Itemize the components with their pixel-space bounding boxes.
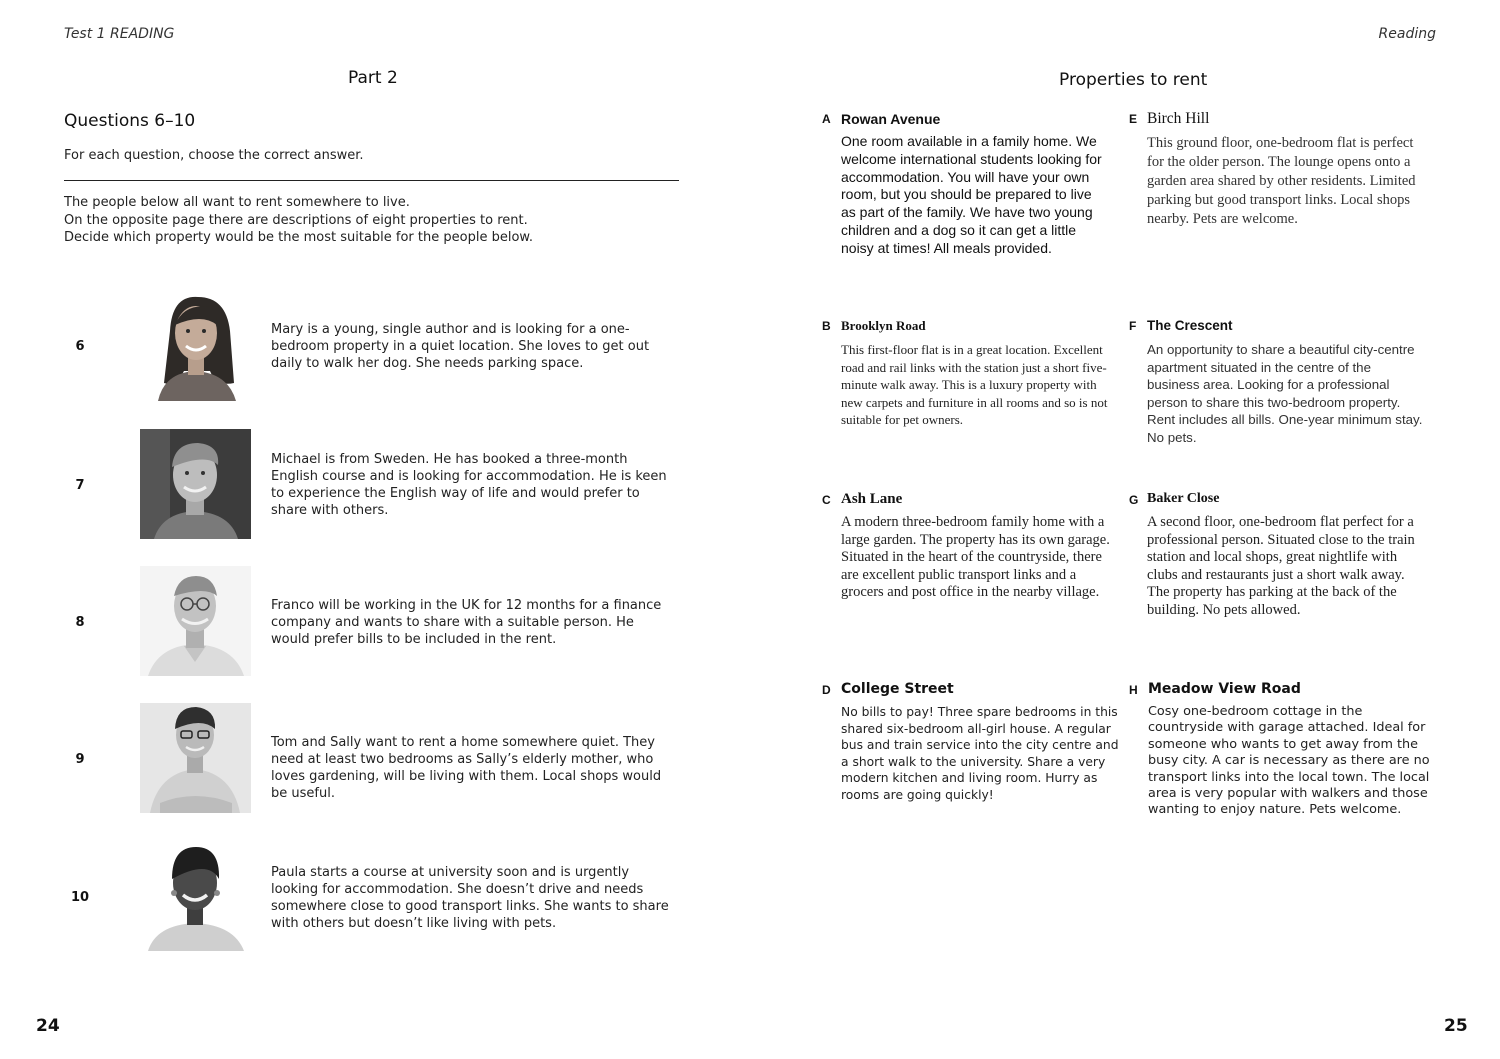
page-number-left: 24 [36,1016,60,1036]
young-man-arms-crossed-photo [140,703,251,813]
person-description: Mary is a young, single author and is looking for a one-bedroom property in a quiet location. She loves to get out daily to walk her dog. She needs parking space. [271,322,650,371]
property-title: The Crescent [1147,318,1233,333]
person-description: Michael is from Sweden. He has booked a three-month English course and is looking for accommodation. He is keen to experience the English way of life and would prefer to share with others. [271,452,667,518]
property-letter: A [822,112,831,126]
property-description: Cosy one-bedroom cottage in the countryside with garage attached. Ideal for someone who wants to get away from the busy city. A car is necessary as there are no transport links into the local town. The local area is very popular with walkers and those wanting to enjoy nature. Pets welcome. [1148,704,1430,818]
property-letter: D [822,683,831,697]
property-title: Ash Lane [841,491,903,507]
property-letter: B [822,319,831,333]
properties-title: Properties to rent [1059,70,1208,90]
woman-portrait-photo [140,291,251,401]
divider-rule [64,180,679,181]
property-title: Brooklyn Road [841,318,926,333]
man-with-glasses-portrait-photo [140,566,251,676]
intro-line: The people below all want to rent somewhere to live. [64,195,410,210]
person-description: Franco will be working in the UK for 12 months for a finance company and wants to share with a suitable person. He would prefer bills to be included in the rent. [271,598,662,647]
property-title: Birch Hill [1147,110,1210,127]
part-title: Part 2 [348,68,398,88]
questions-heading: Questions 6–10 [64,111,196,131]
running-head-right: Reading [1378,26,1436,42]
question-number: 6 [75,339,85,354]
young-man-portrait-photo [140,429,251,539]
intro-line: Decide which property would be the most suitable for the people below. [64,230,533,245]
person-description: Tom and Sally want to rent a home somewhere quiet. They need at least two bedrooms as Sally’s elderly mother, who loves gardening, will be living with them. Local shops would be useful. [271,735,662,801]
property-letter: G [1129,493,1139,507]
property-description: An opportunity to share a beautiful city-centre apartment situated in the centre of the business area. Looking for a professional person to share this two-bedroom property. Rent includes all bills. One-year minimum stay. No pets. [1147,342,1423,445]
question-number: 7 [75,478,85,493]
property-title: Baker Close [1147,491,1220,506]
property-description: One room available in a family home. We welcome international students looking for accommodation. You will have your own room, but you should be prepared to live as part of the family. We have two young children and a dog so it can get a little noisy at times! All meals provided. [841,133,1102,256]
intro-line: On the opposite page there are descriptions of eight properties to rent. [64,212,528,228]
running-head-left: Test 1 READING [64,26,175,42]
property-description: No bills to pay! Three spare bedrooms in this shared six-bedroom all-girl house. A regular bus and train service into the city centre and a short walk to the university. Share a very modern kitchen and living room. Hurry as rooms are going quickly! [841,705,1119,802]
property-description: A modern three-bedroom family home with a large garden. The property has its own garage. Situated in the heart of the countryside, there are excellent public transport links and a grocers and post office in the nearby village. [841,514,1110,601]
property-letter: F [1129,319,1137,333]
property-title: Rowan Avenue [841,111,941,127]
instruction-text: For each question, choose the correct answer. [64,148,364,163]
question-number: 8 [75,615,85,630]
property-letter: E [1129,112,1138,126]
property-title: College Street [841,681,954,697]
woman-smiling-portrait-photo [140,841,251,951]
property-description: A second floor, one-bedroom flat perfect for a professional person. Situated close to the train station and local shops, great nightlife with clubs and restaurants just a short walk away. The property has parking at the back of the building. No pets allowed. [1147,514,1415,618]
property-title: Meadow View Road [1148,681,1301,697]
property-description: This ground floor, one-bedroom flat is perfect for the older person. The lounge opens onto a garden area shared by other residents. Limited parking but good transport links. Local shops nearby. Pets are welcome. [1147,135,1416,227]
property-letter: H [1129,683,1138,697]
property-description: This first-floor flat is in a great location. Excellent road and rail links with the station just a short five-minute walk away. This is a luxury property with new carpets and furniture in all rooms and so is not suitable for pet owners. [841,342,1108,428]
person-description: Paula starts a course at university soon and is urgently looking for accommodation. She doesn’t drive and needs somewhere close to good transport links. She wants to share with others but doesn’t like living with pets. [271,865,669,931]
question-number: 9 [75,752,85,767]
question-number: 10 [70,890,90,905]
property-letter: C [822,493,831,507]
intro-text [64,194,704,247]
page-number-right: 25 [1444,1016,1468,1036]
